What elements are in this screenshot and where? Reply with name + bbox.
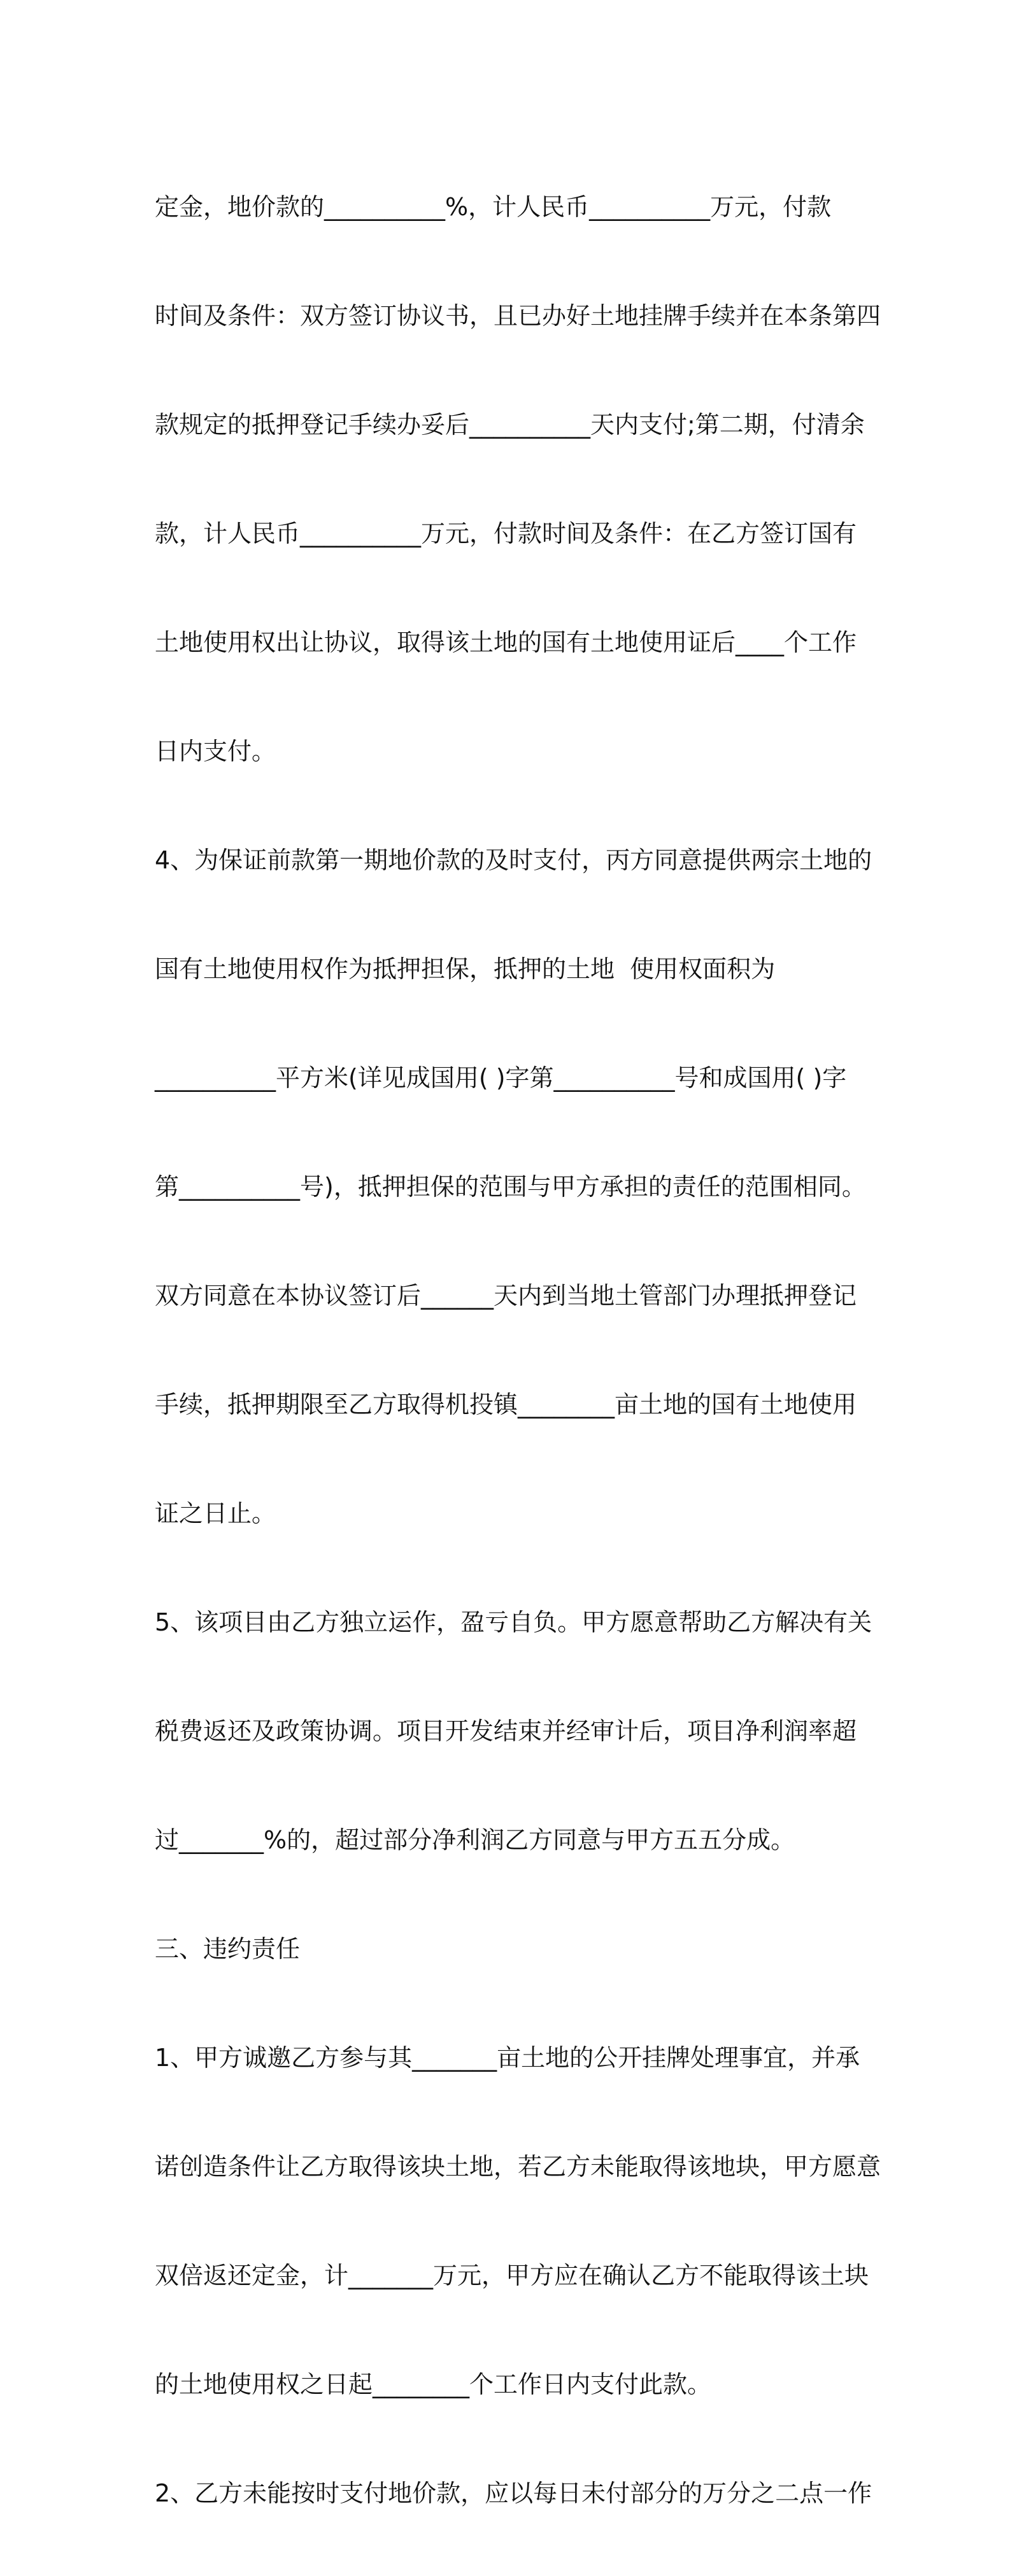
body-text (155, 125, 881, 2576)
text-line: 款，计人民币__________万元，付款时间及条件：在乙方签订国有 (155, 520, 857, 548)
text-line: 1、甲方诚邀乙方参与其_______亩土地的公开挂牌处理事宜，并承 (155, 2044, 860, 2072)
text-line: 第__________号)，抵押担保的范围与甲方承担的责任的范围相同。 (155, 1173, 866, 1201)
text-line: 税费返还及政策协调。项目开发结束并经审计后，项目净利润率超 (155, 1717, 857, 1745)
text-line: 时间及条件：双方签订协议书，且已办好土地挂牌手续并在本条第四 (155, 302, 881, 330)
text-line: 证之日止。 (155, 1499, 276, 1527)
text-line: 2、乙方未能按时支付地价款，应以每日未付部分的万分之二点一作 (155, 2479, 872, 2507)
section-heading: 三、违约责任 (155, 1935, 301, 1963)
text-line: 手续，抵押期限至乙方取得机投镇________亩土地的国有土地使用 (155, 1391, 857, 1419)
text-line: 土地使用权出让协议，取得该土地的国有土地使用证后____个工作 (155, 628, 857, 656)
text-line: 国有土地使用权作为抵押担保，抵押的土地 使用权面积为 (155, 955, 776, 983)
text-line: 过_______%的，超过部分净利润乙方同意与甲方五五分成。 (155, 1826, 795, 1854)
text-line: 双方同意在本协议签订后______天内到当地土管部门办理抵押登记 (155, 1282, 857, 1310)
text-line: 诺创造条件让乙方取得该块土地，若乙方未能取得该地块，甲方愿意 (155, 2153, 881, 2181)
text-line: __________平方米(详见成国用( )字第__________号和成国用( )字 (155, 1064, 847, 1092)
text-line: 5、该项目由乙方独立运作，盈亏自负。甲方愿意帮助乙方解决有关 (155, 1608, 872, 1636)
text-line: 日内支付。 (155, 737, 276, 765)
text-line: 的土地使用权之日起________个工作日内支付此款。 (155, 2370, 712, 2398)
text-line: 款规定的抵押登记手续办妥后__________天内支付;第二期，付清余 (155, 411, 865, 439)
text-line: 4、为保证前款第一期地价款的及时支付，丙方同意提供两宗土地的 (155, 846, 872, 874)
text-line: 定金，地价款的__________%，计人民币__________万元，付款 (155, 193, 832, 221)
text-line: 双倍返还定金，计_______万元，甲方应在确认乙方不能取得该土块 (155, 2261, 869, 2289)
